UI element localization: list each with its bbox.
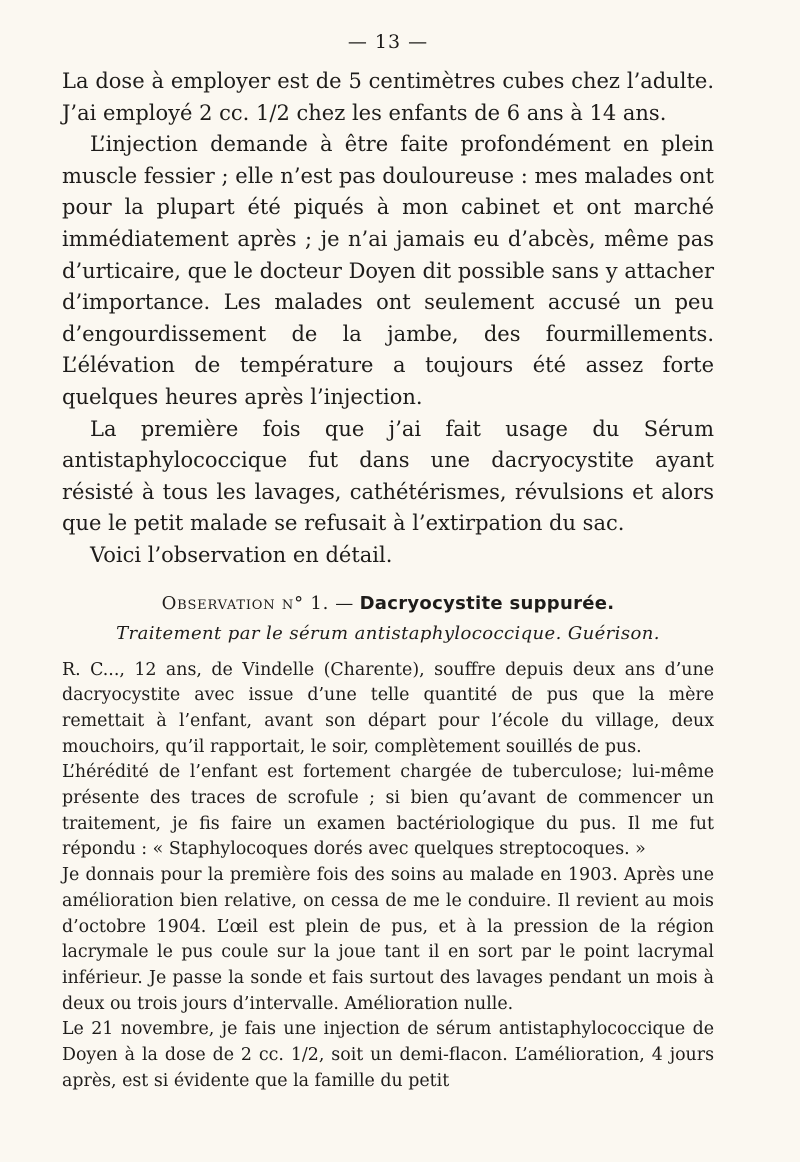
observation-title: Dacryocystite suppurée. <box>359 592 615 614</box>
observation-dash: — <box>329 592 360 614</box>
paragraph-case-injection: Le 21 novembre, je fais une injection de sérum antistaphylococcique de Doyen à la dose de 2 cc. 1/2, soit un demi-flacon. L’amélioration, 4 jours après, est si évidente que la famille du petit <box>62 1019 714 1091</box>
page-number: — 13 — <box>347 31 429 53</box>
observation-subtitle: Traitement par le sérum antistaphylococcique. Guérison. <box>116 622 660 644</box>
observation-heading <box>62 590 714 618</box>
paragraph-case-heredity: L’hérédité de l’enfant est fortement chargée de tuberculose; lui-même présente des traces de scrofule ; si bien qu’avant de commencer un traitement, je fis faire un examen bactériologique du pus. Il me fut répondu : « Staphylocoques dorés avec quelques streptocoques. » <box>62 762 714 860</box>
paragraph-observation-intro: Voici l’observation en détail. <box>90 542 393 567</box>
paragraph-case-patient: R. C..., 12 ans, de Vindelle (Charente), souffre depuis deux ans d’une dacryocystite avec issue d’une telle quantité de pus que la mère remettait à l’enfant, avant son départ pour l’école du village, deux mouchoirs, qu’il rapportait, le soir, complètement souillés de pus. <box>62 659 714 757</box>
paragraph-dose: La dose à employer est de 5 centimètres cubes chez l’adulte. J’ai employé 2 cc. 1/2 chez les enfants de 6 ans à 14 ans. <box>62 69 714 125</box>
paragraph-first-use: La première fois que j’ai fait usage du Sérum antistaphylococcique fut dans une dacryocystite ayant résisté à tous les lavages, cathétérismes, révulsions et alors que le petit malade se refusait à l’extirpation du sac. <box>62 416 714 536</box>
paragraph-case-history: Je donnais pour la première fois des soins au malade en 1903. Après une amélioration bien relative, on cessa de me le conduire. Il revient au mois d’octobre 1904. L’œil est plein de pus, et à la pression de la région lacrymale le pus coule sur la joue tant il en sort par le point lacrymal inférieur. Je passe la sonde et fais surtout des lavages pendant un mois à deux ou trois jours d’intervalle. Amélioration nulle. <box>62 865 714 1014</box>
observation-label: Observation n° 1. <box>161 592 330 614</box>
paragraph-injection: L’injection demande à être faite profondément en plein muscle fessier ; elle n’est pas douloureuse : mes malades ont pour la plupart été piqués à mon cabinet et ont marché immédiatement après ; je n’ai jamais eu d’abcès, même pas d’urticaire, que le docteur Doyen dit possible sans y attacher d’importance. Les malades ont seulement accusé un peu d’engourdissement de la jambe, des fourmillements. L’élévation de température a toujours été assez forte quelques heures après l’injection. <box>62 132 714 409</box>
